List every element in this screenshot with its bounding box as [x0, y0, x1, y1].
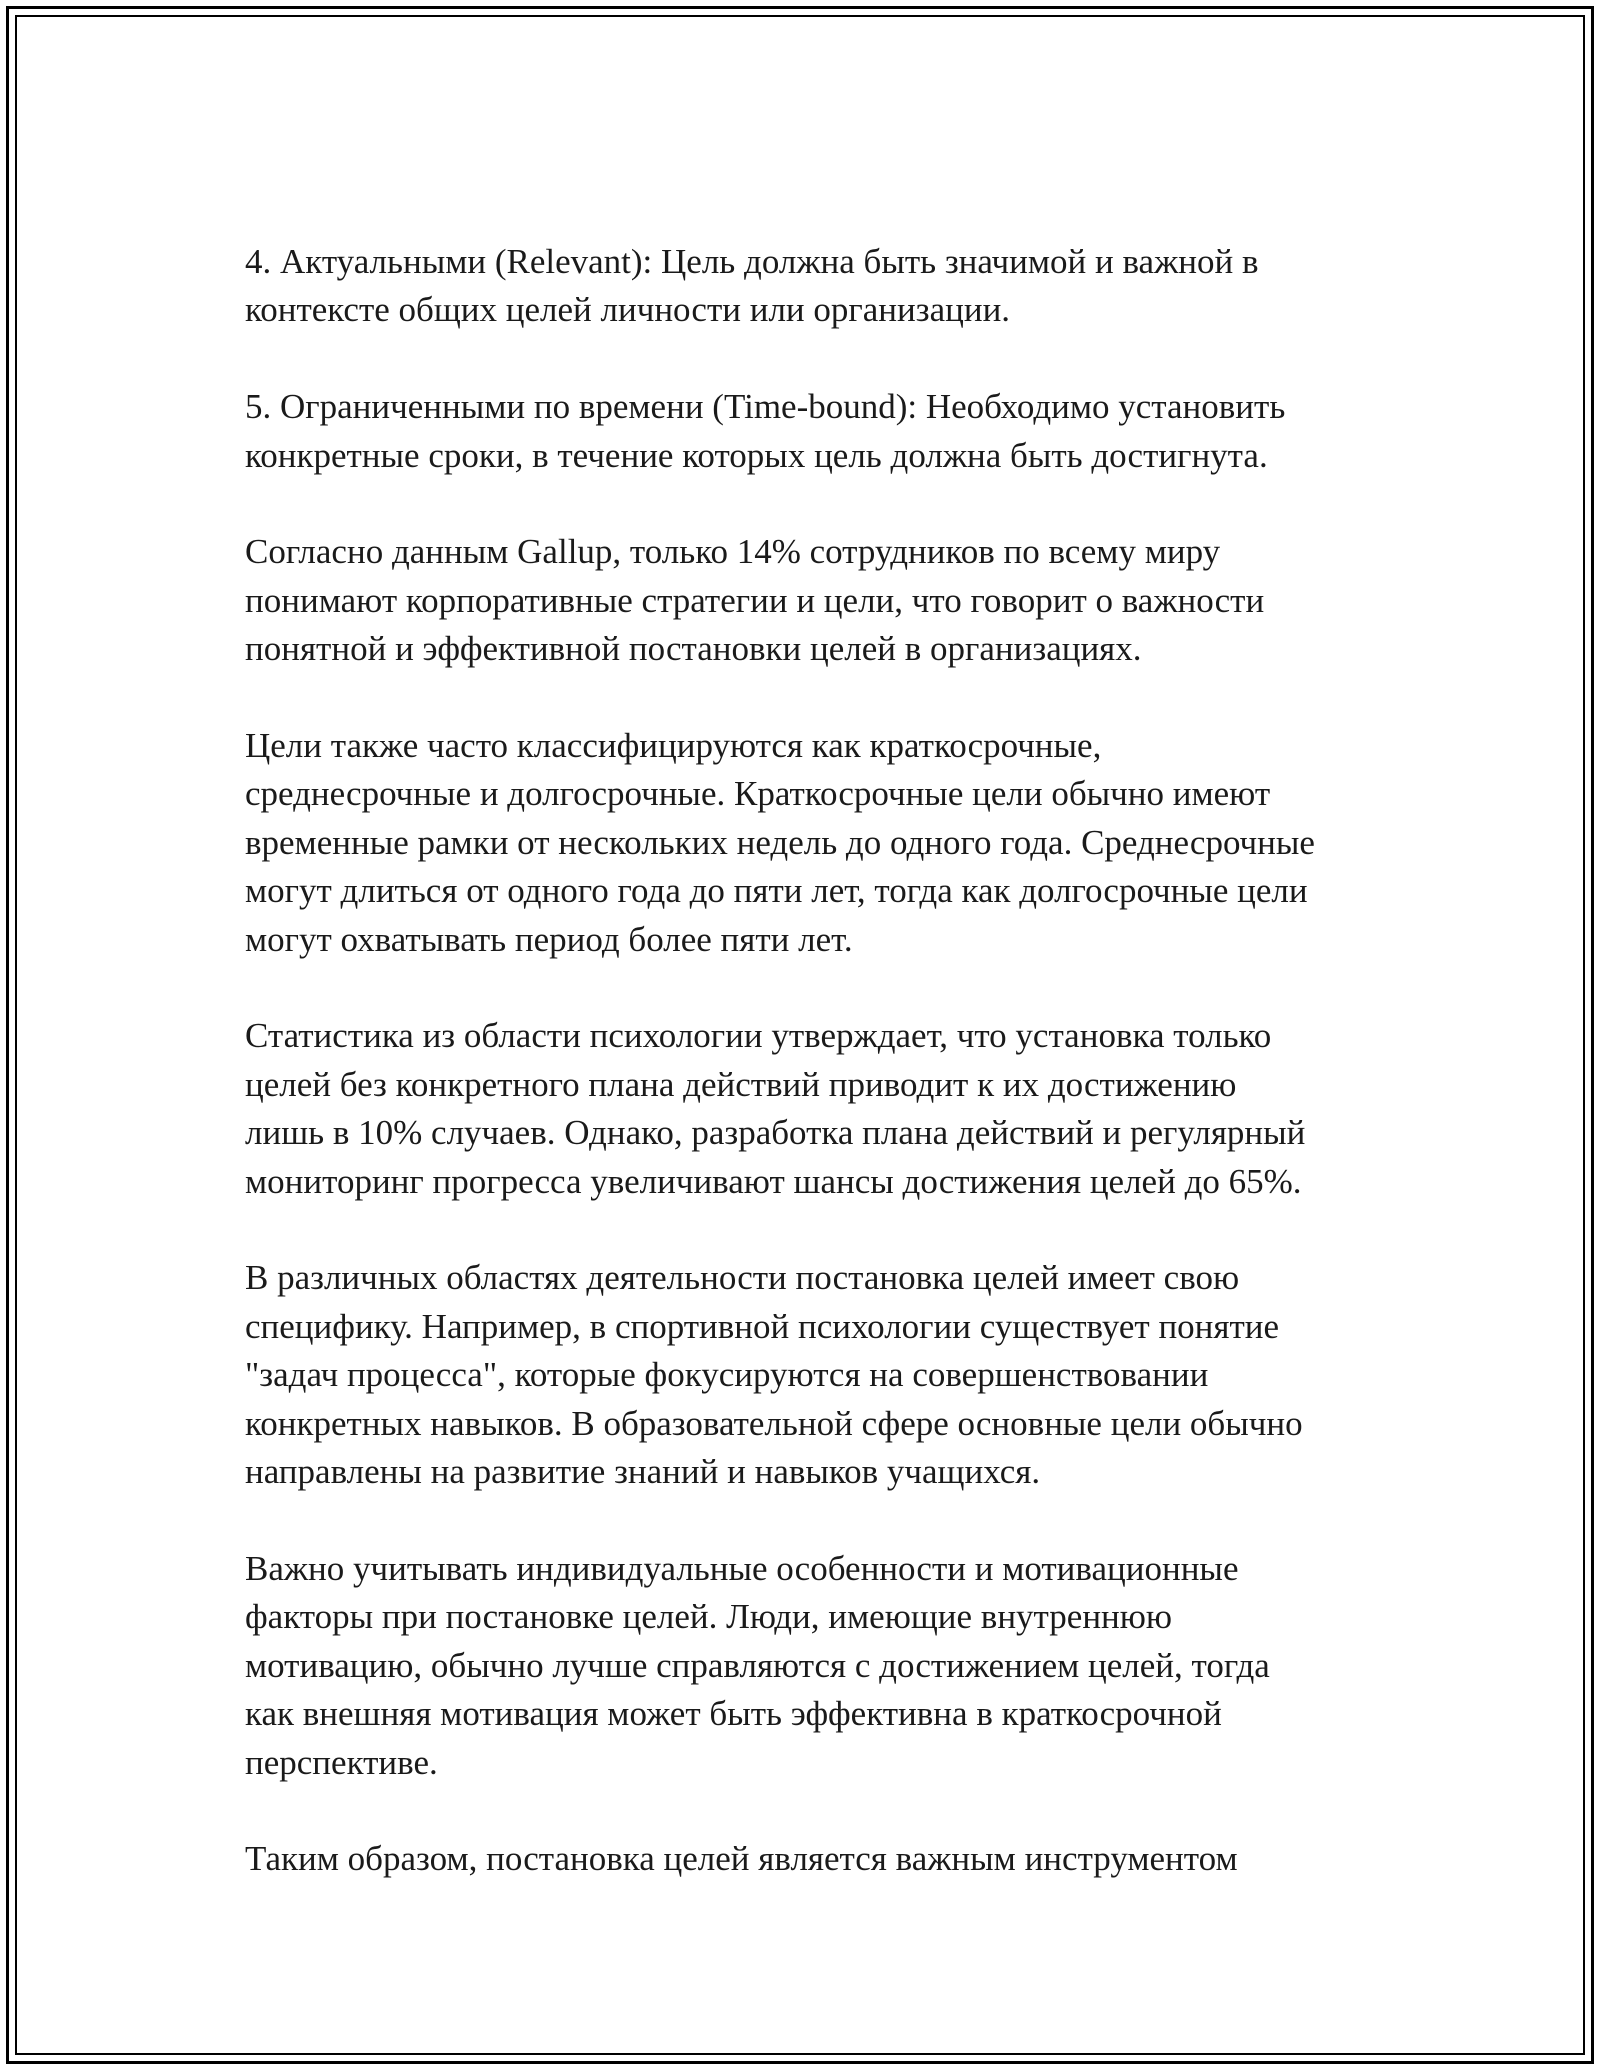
- text-line: факторы при постановке целей. Люди, имеющие внутреннюю: [245, 1597, 1173, 1637]
- text-line: понимают корпоративные стратегии и цели, что говорит о важности: [245, 580, 1265, 620]
- page-border: [6, 6, 1594, 2064]
- text-line: конкретные сроки, в течение которых цель должна быть достигнута.: [245, 435, 1268, 475]
- paragraph-conclusion: [245, 1835, 1405, 1883]
- document-body: [245, 238, 1405, 1932]
- text-line: понятной и эффективной постановки целей в организациях.: [245, 629, 1142, 669]
- text-line: направлены на развитие знаний и навыков учащихся.: [245, 1452, 1041, 1492]
- paragraph-domains: [245, 1254, 1405, 1496]
- paragraph-psychology-stats: [245, 1012, 1405, 1206]
- text-line: Таким образом, постановка целей является важным инструментом: [245, 1839, 1238, 1879]
- text-line: В различных областях деятельности постановка целей имеет свою: [245, 1258, 1240, 1298]
- text-line: "задач процесса", которые фокусируются на совершенствовании: [245, 1355, 1209, 1395]
- text-line: перспективе.: [245, 1742, 438, 1782]
- text-line: контексте общих целей личности или организации.: [245, 290, 1011, 330]
- text-line: Статистика из области психологии утверждает, что установка только: [245, 1016, 1272, 1056]
- text-line: временные рамки от нескольких недель до одного года. Среднесрочные: [245, 822, 1315, 862]
- text-line: Важно учитывать индивидуальные особенности и мотивационные: [245, 1548, 1239, 1588]
- text-line: могут охватывать период более пяти лет.: [245, 919, 853, 959]
- paragraph-time-bound: [245, 383, 1405, 480]
- paragraph-relevant: [245, 238, 1405, 335]
- paragraph-motivation: [245, 1545, 1405, 1787]
- text-line: могут длиться от одного года до пяти лет, тогда как долгосрочные цели: [245, 871, 1308, 911]
- text-line: мониторинг прогресса увеличивают шансы достижения целей до 65%.: [245, 1161, 1302, 1201]
- text-line: среднесрочные и долгосрочные. Краткосрочные цели обычно имеют: [245, 774, 1271, 814]
- text-line: Согласно данным Gallup, только 14% сотрудников по всему миру: [245, 532, 1221, 572]
- text-line: специфику. Например, в спортивной психологии существует понятие: [245, 1306, 1280, 1346]
- text-line: 5. Ограниченными по времени (Time-bound): Необходимо установить: [245, 387, 1286, 427]
- text-line: целей без конкретного плана действий приводит к их достижению: [245, 1064, 1237, 1104]
- text-line: конкретных навыков. В образовательной сфере основные цели обычно: [245, 1403, 1303, 1443]
- text-line: мотивацию, обычно лучше справляются с достижением целей, тогда: [245, 1645, 1270, 1685]
- text-line: как внешняя мотивация может быть эффективна в краткосрочной: [245, 1694, 1222, 1734]
- text-line: лишь в 10% случаев. Однако, разработка плана действий и регулярный: [245, 1113, 1306, 1153]
- text-line: Цели также часто классифицируются как краткосрочные,: [245, 726, 1102, 766]
- paragraph-goal-terms: [245, 722, 1405, 964]
- text-line: 4. Актуальными (Relevant): Цель должна быть значимой и важной в: [245, 242, 1259, 281]
- paragraph-gallup: [245, 528, 1405, 673]
